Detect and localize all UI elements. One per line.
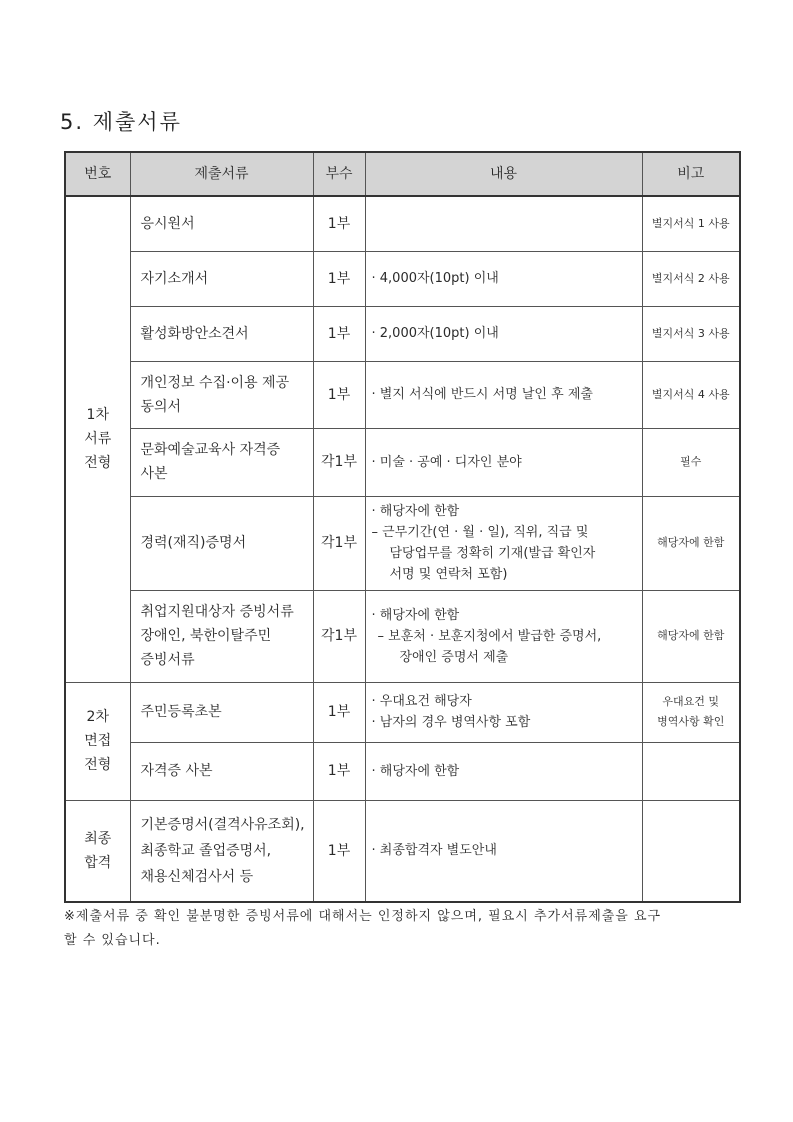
footnote: ※제출서류 중 확인 불분명한 증빙서류에 대해서는 인정하지 않으며, 필요시 추가서류제출을 요구 할 수 있습니다. bbox=[64, 909, 662, 948]
note-cell: 별지서식 2 사용 bbox=[642, 251, 740, 306]
content-cell: · 해당자에 한함 – 근무기간(연 · 월 · 일), 직위, 직급 및 담당업무를 정확히 기재(발급 확인자 서명 및 연락처 포함) bbox=[365, 496, 642, 590]
table-row bbox=[65, 742, 740, 800]
header-doc: 제출서류 bbox=[130, 152, 313, 196]
note-cell: 해당자에 한함 bbox=[642, 590, 740, 682]
doc-cell: 기본증명서(결격사유조회), 최종학교 졸업증명서, 채용신체검사서 등 bbox=[130, 800, 313, 902]
content-cell: · 우대요건 해당자 · 남자의 경우 병역사항 포함 bbox=[365, 682, 642, 742]
table-header-row bbox=[65, 152, 740, 196]
content-cell: · 미술 · 공예 · 디자인 분야 bbox=[365, 428, 642, 496]
doc-cell: 문화예술교육사 자격증 사본 bbox=[130, 428, 313, 496]
table-row bbox=[65, 251, 740, 306]
table-row bbox=[65, 428, 740, 496]
content-cell: · 별지 서식에 반드시 서명 날인 후 제출 bbox=[365, 361, 642, 428]
qty-cell: 각1부 bbox=[313, 590, 365, 682]
qty-cell: 1부 bbox=[313, 742, 365, 800]
qty-cell: 1부 bbox=[313, 251, 365, 306]
qty-cell: 각1부 bbox=[313, 496, 365, 590]
stage2-label: 2차 면접 전형 bbox=[65, 682, 130, 800]
note-cell: 해당자에 한함 bbox=[642, 496, 740, 590]
note-cell bbox=[642, 742, 740, 800]
content-cell bbox=[365, 196, 642, 251]
doc-cell: 자기소개서 bbox=[130, 251, 313, 306]
doc-cell: 응시원서 bbox=[130, 196, 313, 251]
doc-cell: 개인정보 수집·이용 제공 동의서 bbox=[130, 361, 313, 428]
note-cell: 우대요건 및 병역사항 확인 bbox=[642, 682, 740, 742]
table-row bbox=[65, 361, 740, 428]
table-row bbox=[65, 800, 740, 902]
note-cell: 별지서식 1 사용 bbox=[642, 196, 740, 251]
header-no: 번호 bbox=[65, 152, 130, 196]
note-cell: 필수 bbox=[642, 428, 740, 496]
content-cell: · 4,000자(10pt) 이내 bbox=[365, 251, 642, 306]
doc-cell: 주민등록초본 bbox=[130, 682, 313, 742]
doc-cell: 취업지원대상자 증빙서류 장애인, 북한이탈주민 증빙서류 bbox=[130, 590, 313, 682]
qty-cell: 1부 bbox=[313, 682, 365, 742]
table-row bbox=[65, 590, 740, 682]
header-note: 비고 bbox=[642, 152, 740, 196]
content-cell: · 최종합격자 별도안내 bbox=[365, 800, 642, 902]
doc-cell: 활성화방안소견서 bbox=[130, 306, 313, 361]
table-row bbox=[65, 196, 740, 251]
qty-cell: 1부 bbox=[313, 306, 365, 361]
doc-cell: 자격증 사본 bbox=[130, 742, 313, 800]
qty-cell: 1부 bbox=[313, 800, 365, 902]
documents-table bbox=[64, 151, 741, 903]
section-title: 5. 제출서류 bbox=[60, 110, 182, 134]
table-row bbox=[65, 682, 740, 742]
note-cell: 별지서식 4 사용 bbox=[642, 361, 740, 428]
header-qty: 부수 bbox=[313, 152, 365, 196]
header-content: 내용 bbox=[365, 152, 642, 196]
stage3-label: 최종 합격 bbox=[65, 800, 130, 902]
qty-cell: 1부 bbox=[313, 361, 365, 428]
table-row bbox=[65, 496, 740, 590]
content-cell: · 해당자에 한함 bbox=[365, 742, 642, 800]
stage1-label: 1차 서류 전형 bbox=[65, 196, 130, 682]
doc-cell: 경력(재직)증명서 bbox=[130, 496, 313, 590]
content-cell: · 해당자에 한함 – 보훈처 · 보훈지청에서 발급한 증명서, 장애인 증명서 제출 bbox=[365, 590, 642, 682]
qty-cell: 각1부 bbox=[313, 428, 365, 496]
qty-cell: 1부 bbox=[313, 196, 365, 251]
table-row bbox=[65, 306, 740, 361]
note-cell bbox=[642, 800, 740, 902]
content-cell: · 2,000자(10pt) 이내 bbox=[365, 306, 642, 361]
note-cell: 별지서식 3 사용 bbox=[642, 306, 740, 361]
